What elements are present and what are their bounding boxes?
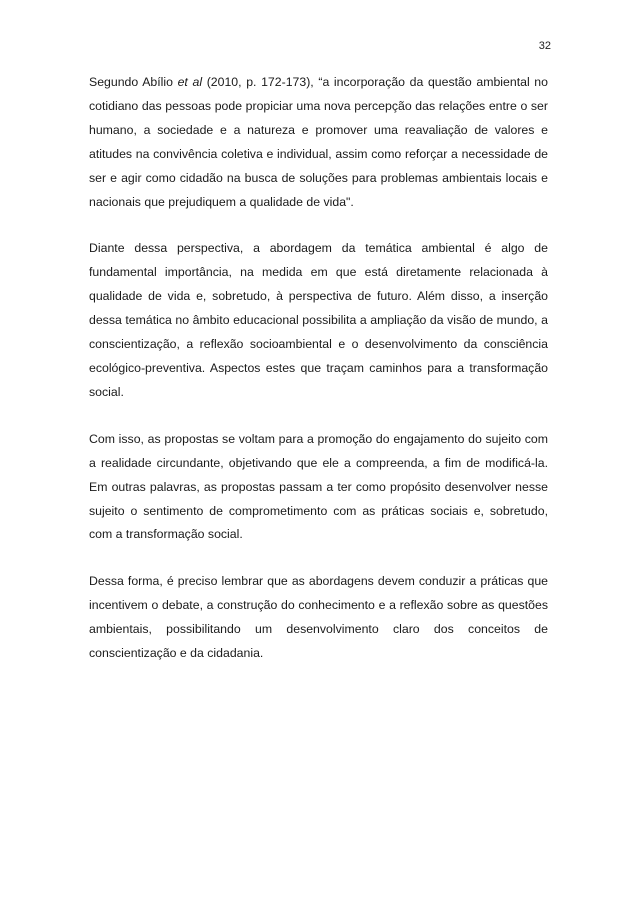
paragraph-1-quote: (2010, p. 172-173), “a incorporação da questão ambiental no cotidiano das pessoas pode propiciar uma nova percepção das relações entre o ser humano, a sociedade e a natureza e promover uma reavaliação de valores e atitudes na convivência coletiva e individual, assim como reforçar a necessidade de ser e agir como cidadão na busca de soluções para problemas ambientais locais e nacionais que prejudiquem a qualidade de vida".	[89, 75, 548, 209]
paragraph-1-intro: Segundo Abílio	[89, 75, 178, 89]
paragraph-3: Com isso, as propostas se voltam para a promoção do engajamento do sujeito com a realidade circundante, objetivando que ele a compreenda, a fim de modificá-la. Em outras palavras, as propostas passam a ter como propósito desenvolver nesse sujeito o sentimento de comprometimento com as práticas sociais e, sobretudo, com a transformação social.	[89, 431, 548, 542]
paragraph-2: Diante dessa perspectiva, a abordagem da temática ambiental é algo de fundamental importância, na medida em que está diretamente relacionada à qualidade de vida e, sobretudo, à perspectiva de futuro. Além disso, a inserção dessa temática no âmbito educacional possibilita a ampliação da visão de mundo, a conscientização, a reflexão socioambiental e o desenvolvimento da consciência ecológico-preventiva. Aspectos estes que traçam caminhos para a transformação social.	[89, 241, 548, 399]
paragraph-1	[89, 71, 548, 214]
paragraph-4: Dessa forma, é preciso lembrar que as abordagens devem conduzir a práticas que incentivem o debate, a construção do conhecimento e a reflexão sobre as questões ambientais, possibilitando um desenvolvimento claro dos conceitos de conscientização e da cidadania.	[89, 574, 548, 661]
page-number: 32	[538, 40, 551, 52]
citation-et-al: et al	[177, 75, 203, 89]
body-text	[89, 71, 548, 689]
